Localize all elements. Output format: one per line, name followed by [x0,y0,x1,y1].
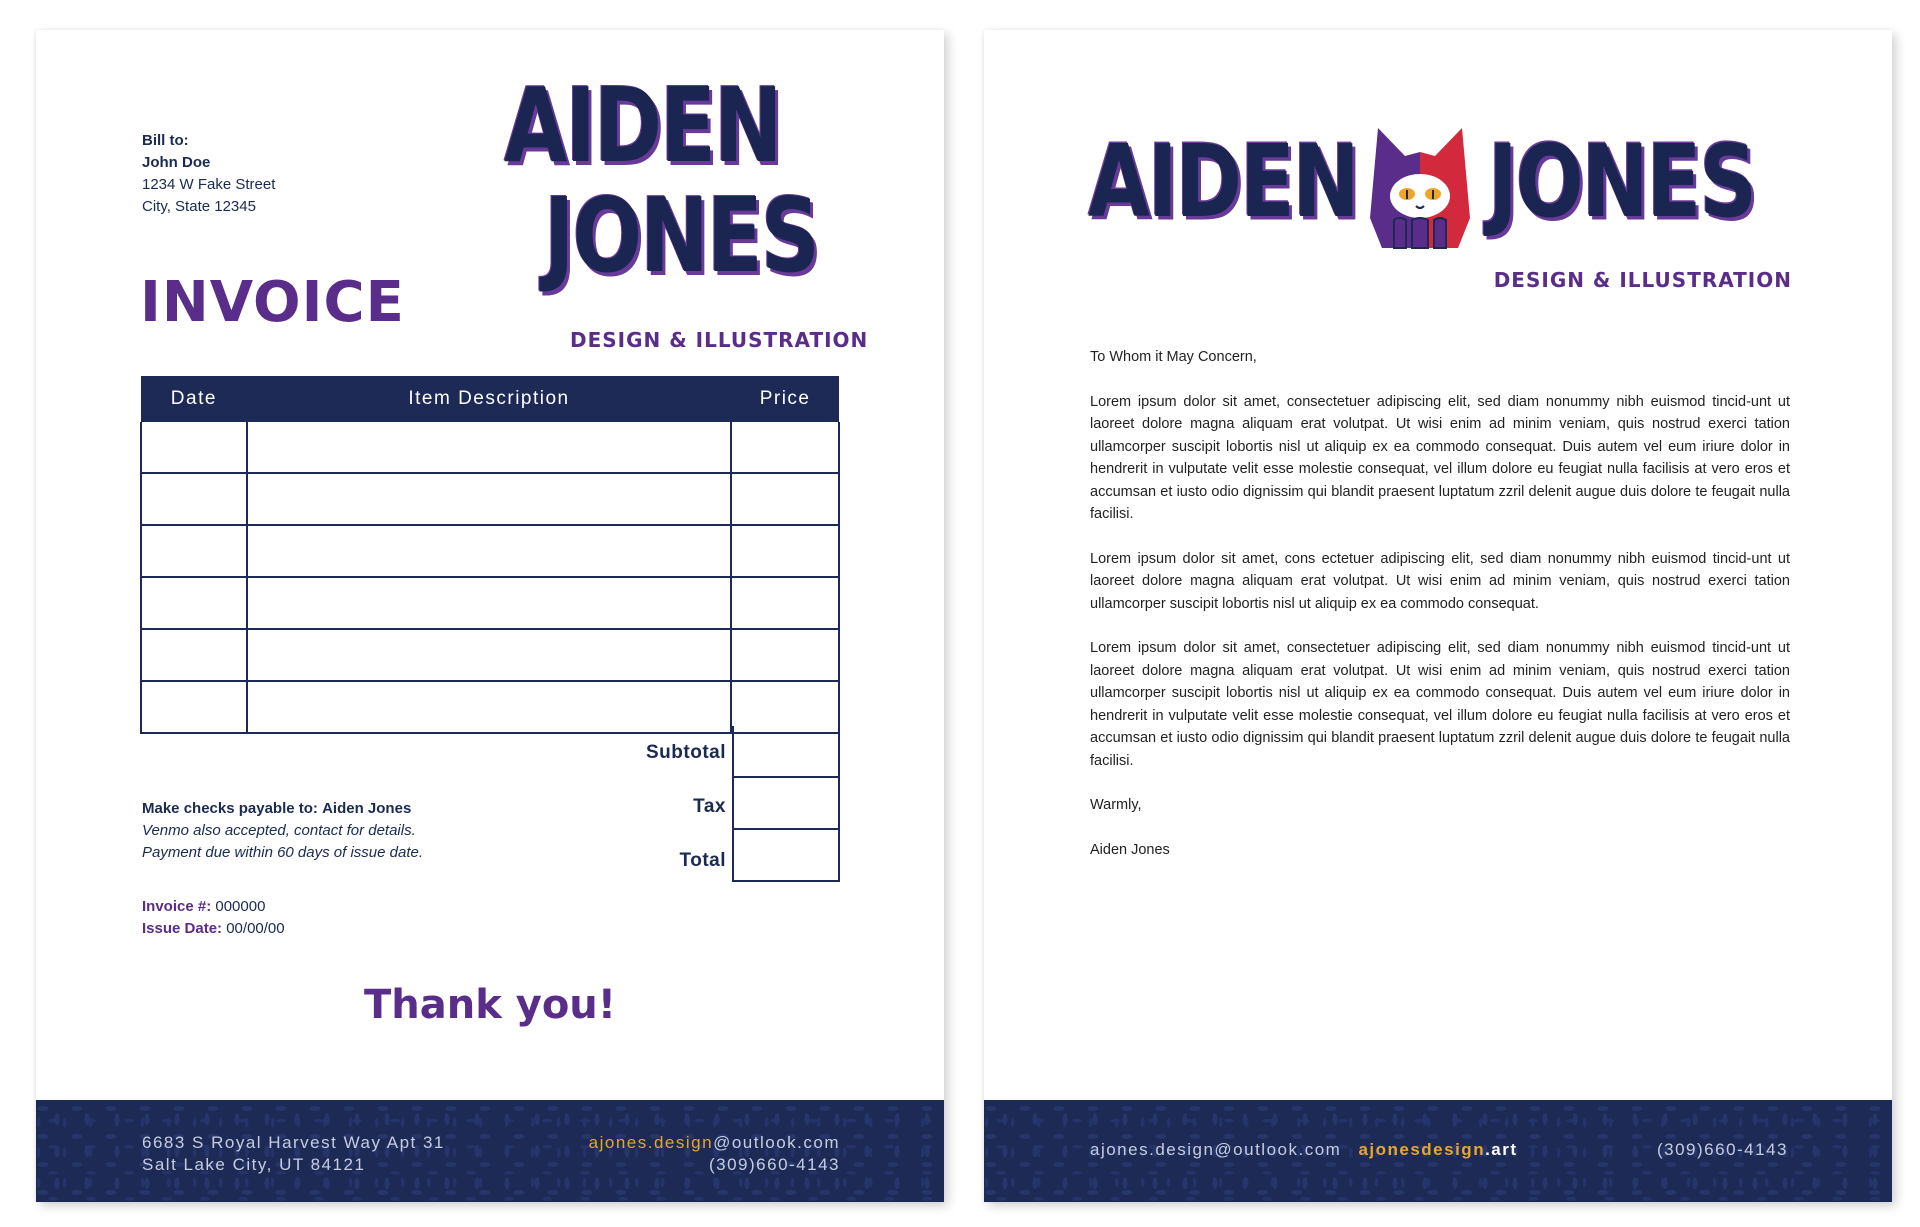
letterhead-logo [1088,108,1792,298]
letterhead-page [984,30,1892,1202]
bill-to-block [142,130,275,218]
due-note: Payment due within 60 days of issue date. [142,844,424,861]
invoice-title: INVOICE [140,270,405,335]
tax-label: Tax [693,796,726,817]
total-label: Total [679,850,726,871]
footer-phone: (309)660-4143 [708,1155,840,1174]
footer-address-line2: Salt Lake City, UT 84121 [142,1155,366,1174]
date-cell [141,422,247,473]
letter-paragraph: Lorem ipsum dolor sit amet, cons ectetuer adipiscing elit, sed diam nonummy nibh euismod tincid-unt ut laoreet dolore magna aliquam erat volutpat. Ut wisi enim ad minim veniam, quis nostrud exerci tation ullamcorper suscipit lobortis nisl ut aliquip ex ea commodo consequat. [1090,550,1790,612]
footer-email: ajones.design@outlook.com [1090,1140,1342,1159]
venmo-note: Venmo also accepted, contact for details. [142,822,416,839]
date-cell [141,473,247,525]
logo-word-aiden: AIDEN [504,67,781,186]
customer-address-line1: 1234 W Fake Street [142,176,276,193]
description-cell [247,473,731,525]
footer-website-tld: .art [1485,1140,1518,1159]
letter-body [1090,346,1790,883]
description-cell [247,422,731,473]
logo-word-aiden: AIDEN [1088,123,1358,240]
footer-email-domain: @outlook.com [713,1133,840,1152]
date-cell [141,629,247,681]
price-cell [731,629,839,681]
date-cell [141,525,247,577]
logo-tagline: DESIGN & ILLUSTRATION [1493,268,1792,292]
customer-name: John Doe [142,154,211,171]
invoice-meta [142,896,285,940]
mascot-icon [1360,108,1480,258]
issue-date: 00/00/00 [226,920,285,937]
description-cell [247,525,731,577]
issue-date-label: Issue Date: [142,920,223,937]
column-header-date: Date [141,376,247,422]
table-row [141,422,839,473]
table-row [141,577,839,629]
invoice-footer [36,1100,944,1202]
description-cell [247,629,731,681]
letter-paragraph: Lorem ipsum dolor sit amet, consectetuer adipiscing elit, sed diam nonummy nibh euismod tincid-unt ut laoreet dolore magna aliquam erat volutpat. Ut wisi enim ad minim veniam, quis nostrud exerci tation ullamcorper suscipit lobortis nisl ut aliquip ex ea commodo consequat. Duis autem vel eum iriure dolor in hendrerit in vulputate velit esse molestie consequat, vel illum dolore eu feugiat nulla facilisis at vero eros et accumsan et iusto odio dignissim qui blandit praesent luptatum zzril delenit augue duis dolore te feugait nulla facilisi. [1090,393,1790,522]
footer-address-line1: 6683 S Royal Harvest Way Apt 31 [142,1133,445,1152]
customer-address-line2: City, State 12345 [142,198,256,215]
price-cell [731,473,839,525]
table-row [141,473,839,525]
letter-signature: Aiden Jones [1090,841,1170,858]
subtotal-cell [733,726,839,777]
letter-paragraph: Lorem ipsum dolor sit amet, consectetuer adipiscing elit, sed diam nonummy nibh euismod tincid-unt ut laoreet dolore magna aliquam erat volutpat. Ut wisi enim ad minim veniam, quis nostrud exerci tation ullamcorper suscipit lobortis nisl ut aliquip ex ea commodo consequat. Duis autem vel eum iriure dolor in hendrerit in vulputate velit esse molestie consequat, vel illum dolore eu feugiat nulla facilisis at vero eros et accumsan et iusto odio dignissim qui blandit praesent luptatum zzril delenit augue duis dolore te feugait nulla facilisi. [1090,640,1790,769]
subtotal-label: Subtotal [646,742,726,763]
brand-logo [504,67,884,366]
footer-email [589,1132,840,1154]
footer-website-main: ajonesdesign [1358,1140,1486,1159]
tax-cell [733,777,839,829]
date-cell [141,577,247,629]
price-cell [731,525,839,577]
column-header-description: Item Description [247,376,731,422]
invoice-number-label: Invoice #: [142,898,212,915]
bill-to-label: Bill to: [142,132,189,149]
column-header-price: Price [731,376,839,422]
letter-salutation: To Whom it May Concern, [1090,349,1257,365]
items-table [140,376,840,734]
payable-label: Make checks payable to: [142,800,318,817]
letter-closing: Warmly, [1090,797,1142,813]
footer-phone: (309)660-4143 [1656,1140,1788,1159]
logo-word-jones: JONES [1488,123,1755,240]
payable-name: Aiden Jones [322,800,412,817]
table-row [141,525,839,577]
table-row [141,629,839,681]
invoice-page [36,30,944,1202]
logo-word-jones: JONES [544,177,818,296]
payment-notes [142,798,423,864]
footer-email-user: ajones.design [588,1133,714,1152]
price-cell [731,577,839,629]
logo-tagline: DESIGN & ILLUSTRATION [570,328,869,352]
price-cell [731,422,839,473]
description-cell [247,577,731,629]
thank-you-text: Thank you! [363,982,617,1028]
invoice-number: 000000 [215,898,266,915]
letter-footer [984,1100,1892,1202]
total-cell [733,829,839,881]
